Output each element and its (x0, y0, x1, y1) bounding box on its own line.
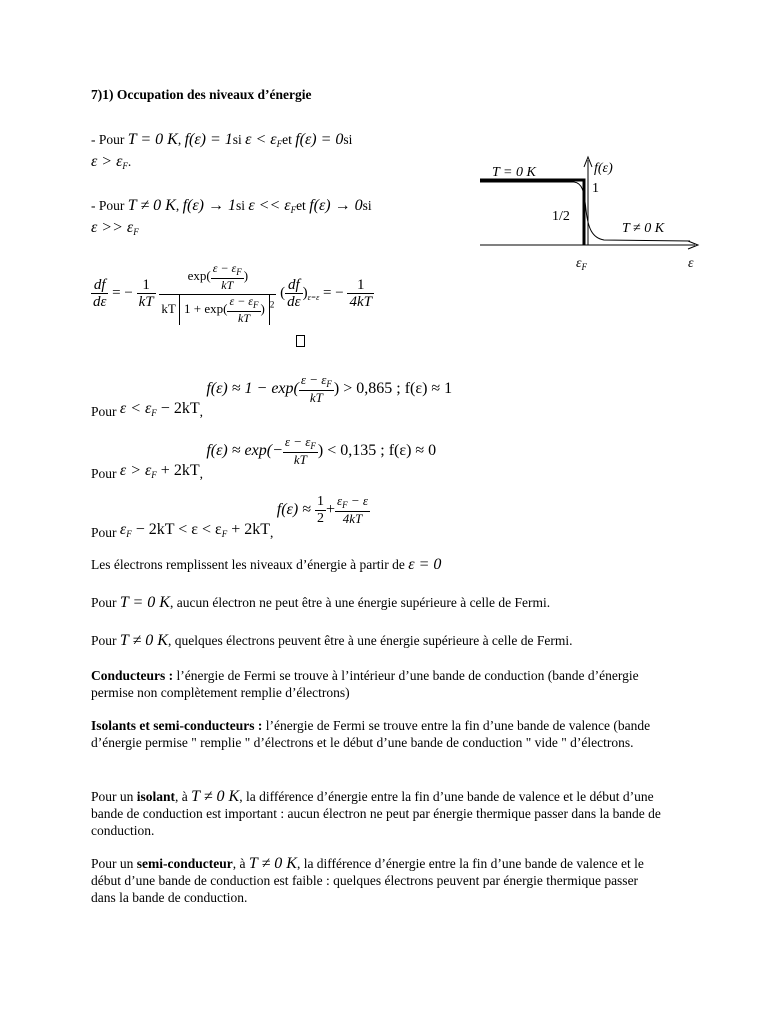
conducteurs-paragraph: Conducteurs : l’énergie de Fermi se trouve à l’intérieur d’une bande de conduction (bande d’énergie permise non complètement remplie d’électrons) (91, 668, 639, 700)
tn0-comma: , (175, 198, 180, 213)
isolant-cond: T ≠ 0 K (191, 788, 240, 805)
tn0-ineq1: $\varepsilon << \varepsilon_F$ (248, 197, 297, 215)
tn0-si1: si (235, 198, 245, 213)
t0-ineq2: $\varepsilon > \varepsilon_F$ (91, 153, 128, 171)
case-3-pour: Pour (91, 524, 117, 540)
deriv-rhs-fraction: $\frac{1}{4kT}$ (349, 276, 372, 311)
case-2: Pour $\varepsilon > \varepsilon_F + 2kT$, f(ε) ≈ exp(− $\frac{\varepsilon - \varepsilon_F}{kT}$ ) < 0,135 ; f(ε) ≈ 0 (91, 434, 437, 481)
placeholder-box (296, 335, 305, 347)
deriv-main-fraction: exp( $\frac{\varepsilon - \varepsilon_F}{kT}$ ) kT 1 + exp( $\frac{\varepsilon - \varepsilon_F}{kT}$ ) $^2$ (161, 261, 275, 325)
fill-eq: ε = 0 (408, 556, 442, 573)
t0-ineq2-line: $\varepsilon > \varepsilon_F$. (91, 153, 132, 171)
tn0-ineq2: $\varepsilon >> \varepsilon_F$ (91, 219, 139, 237)
case-3: Pour $\varepsilon_F - 2kT < \varepsilon < \varepsilon_F + 2kT$, f(ε) ≈ $\frac{1}{2}$ + $\frac{\varepsilon_F - \varepsilon}{4kT}$ (91, 493, 368, 540)
t0-cond: T = 0 K (127, 131, 178, 148)
tn0-f1: f(ε) → 1 (182, 197, 236, 214)
t0-f1: f(ε) = 1 (184, 131, 233, 148)
case-1: Pour $\varepsilon < \varepsilon_F - 2kT$, f(ε) ≈ 1 − exp( $\frac{\varepsilon - \varepsilon_F}{kT}$ ) > 0,865 ; f(ε) ≈ 1 (91, 372, 453, 419)
tn0-lead: - Pour (91, 198, 125, 213)
tn0-sentence-cond: T ≠ 0 K (119, 632, 168, 649)
t0-sentence-cond: T = 0 K (119, 594, 170, 611)
tn0-sentence: Pour T ≠ 0 K, quelques électrons peuvent être à une énergie supérieure à celle de Fermi. (91, 632, 573, 649)
case-1-formula: f(ε) ≈ 1 − exp( $\frac{\varepsilon - \varepsilon_F}{kT}$ ) > 0,865 ; f(ε) ≈ 1 (206, 372, 453, 405)
tn0-si2: si (362, 198, 372, 213)
t0-et: et (282, 132, 292, 147)
isolants-paragraph: Isolants et semi-conducteurs : l’énergie de Fermi se trouve entre la fin d’une bande de valence (bande d’énergie permise " remplie " d’électrons et le début d’une bande de conduction " vide " d’électrons. (91, 718, 651, 750)
deriv-rhs-eq: = − (323, 285, 344, 302)
case-3-formula: f(ε) ≈ $\frac{1}{2}$ + $\frac{\varepsilon_F - \varepsilon}{4kT}$ (276, 493, 368, 526)
tn0-f0: f(ε) → 0 (309, 197, 363, 214)
t0-comma: , (177, 132, 182, 147)
tn0-et: et (296, 198, 306, 213)
case-2-pour: Pour (91, 465, 117, 481)
derivative-formula: $\frac{df}{d\varepsilon}$ = − $\frac{1}{kT}$ exp( $\frac{\varepsilon - \varepsilon_F}{kT}$ ) kT 1 + exp( $\frac{\varepsilon - \varepsilon_F}{kT}$ ) $^2$ ( $\frac{df}{d\varepsilon}$ )$_{\varepsilon=\varepsilon}$ = − $\frac{1}{4kT}$ (93, 261, 372, 325)
diagram-epsF: $\varepsilon_F$ (576, 256, 588, 272)
t0-si2: si (343, 132, 353, 147)
case-1-pour: Pour (91, 403, 117, 419)
t0-lead: - Pour (91, 132, 125, 147)
t0-f0: f(ε) = 0 (295, 131, 344, 148)
diagram-one: 1 (592, 181, 599, 196)
diagram-half: 1/2 (552, 209, 570, 224)
df-de-lhs: $\frac{df}{d\varepsilon}$ (93, 276, 107, 311)
deriv-one-over-kT: $\frac{1}{kT}$ (138, 276, 154, 311)
isolant-paragraph: Pour un isolant, à T ≠ 0 K, la différence d’énergie entre la fin d’une bande de valence et le début d’une bande de conduction est important : aucun électron ne peut par énergie thermique passer dans la bande de conduction. (91, 788, 661, 838)
semi-paragraph: Pour un semi-conducteur, à T ≠ 0 K, la différence d’énergie entre la fin d’une bande de valence et le début d’une bande de conduction est faible : quelques électrons peuvent par énergie thermique passer dans la bande de conduction. (91, 855, 644, 905)
fill-statement: Les électrons remplissent les niveaux d’énergie à partir de ε = 0 (91, 556, 442, 573)
t0-statement (91, 131, 352, 149)
t0-ineq1: $\varepsilon < \varepsilon_F$ (245, 131, 283, 149)
t0-sentence: Pour T = 0 K, aucun électron ne peut être à une énergie supérieure à celle de Fermi. (91, 594, 551, 611)
semi-cond: T ≠ 0 K (248, 855, 297, 872)
tn0-cond: T ≠ 0 K (127, 197, 176, 214)
case-1-cond: $\varepsilon < \varepsilon_F - 2kT$ (119, 399, 200, 418)
section-title: 7)1) Occupation des niveaux d’énergie (91, 87, 312, 102)
diagram-eps: ε (688, 256, 694, 271)
deriv-at-lhs: $\frac{df}{d\varepsilon}$ (287, 276, 301, 311)
diagram-t0-label: T = 0 K (492, 165, 536, 180)
tn0-statement (91, 197, 372, 215)
case-2-cond: $\varepsilon > \varepsilon_F + 2kT$ (119, 461, 200, 480)
tn0-ineq2-line (91, 219, 139, 237)
deriv-eq: = − (112, 285, 133, 302)
fermi-dirac-diagram (470, 150, 710, 275)
t0-si1: si (232, 132, 242, 147)
case-3-cond: $\varepsilon_F - 2kT < \varepsilon < \varepsilon_F + 2kT$ (119, 520, 270, 539)
case-2-formula: f(ε) ≈ exp(− $\frac{\varepsilon - \varepsilon_F}{kT}$ ) < 0,135 ; f(ε) ≈ 0 (206, 434, 437, 467)
diagram-tn0-label: T ≠ 0 K (622, 221, 665, 236)
diagram-f-label: f(ε) (594, 161, 613, 176)
